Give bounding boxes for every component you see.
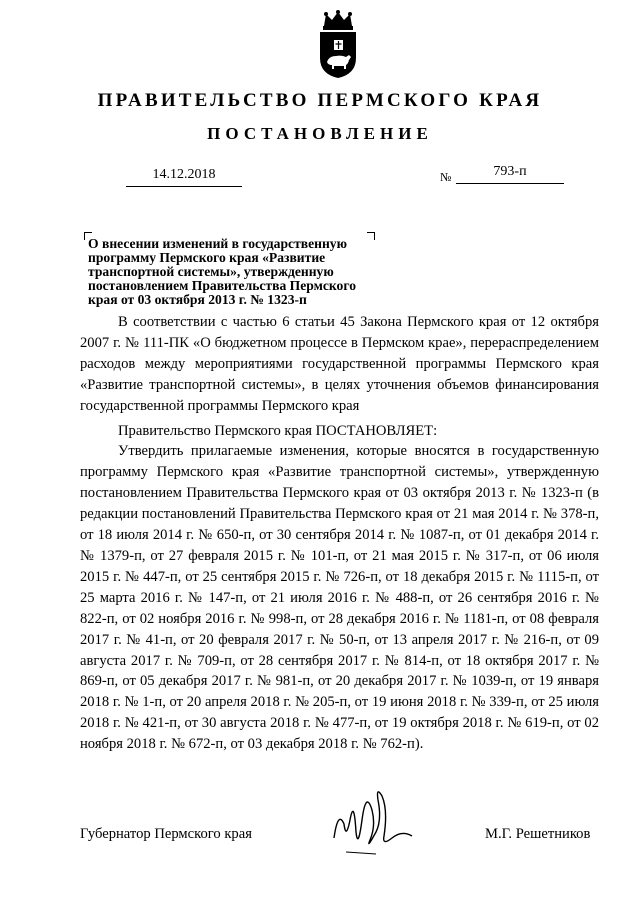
resolves-paragraph: Правительство Пермского края ПОСТАНОВЛЯЕТ: [118, 422, 438, 439]
signatory-name: М.Г. Решетников [485, 826, 591, 842]
document-subject: О внесении изменений в государственную программу Пермского края «Развитие транспортной системы», утвержденную постановлением Правительства Пермского края от 03 октября 2013 г. № 1323-п [88, 236, 356, 307]
number-sign: № [440, 170, 452, 184]
document-type: ПОСТАНОВЛЕНИЕ [207, 124, 433, 143]
document-number: 793-п [456, 163, 564, 184]
government-title: ПРАВИТЕЛЬСТВО ПЕРМСКОГО КРАЯ [97, 90, 543, 111]
document-date: 14.12.2018 [126, 166, 242, 187]
signatory-position: Губернатор Пермского края [80, 826, 252, 842]
handwritten-signature [316, 780, 426, 860]
preamble-paragraph: В соответствии с частью 6 статьи 45 Закона Пермского края от 12 октября 2007 г. № 111-ПК «О бюджетном процессе в Пермском крае», перераспределением расходов между мероприятиями государственной программы Пермского края «Развитие транспортной системы», в целях уточнения объемов финансирования государственной программы Пермского края [80, 314, 599, 414]
decree-paragraph: Утвердить прилагаемые изменения, которые вносятся в государственную программу Пермского края «Развитие транспортной системы», утвержденную постановлением Правительства Пермского края от 03 октября 2013 г. № 1323-п (в редакции постановлений Правительства Пермского края от 21 мая 2014 г. № 378-п, от 18 июля 2014 г. № 650-п, от 30 сентября 2014 г. № 1087-п, от 01 декабря 2014 г. № 1379-п, от 27 февраля 2015 г. № 101-п, от 21 мая 2015 г. № 317-п, от 06 июля 2015 г. № 447-п, от 25 сентября 2015 г. № 726-п, от 18 декабря 2015 г. № 1115-п, от 25 марта 2016 г. № 147-п, от 21 июля 2016 г. № 488-п, от 26 сентября 2016 г. № 822-п, от 02 ноября 2016 г. № 998-п, от 28 декабря 2016 г. № 1181-п, от 08 февраля 2017 г. № 41-п, от 20 февраля 2017 г. № 50-п, от 13 апреля 2017 г. № 216-п, от 09 августа 2017 г. № 709-п, от 28 сентября 2017 г. № 814-п, от 18 октября 2017 г. № 869-п, от 05 декабря 2017 г. № 981-п, от 20 декабря 2017 г. № 1039-п, от 19 января 2018 г. № 1-п, от 20 апреля 2018 г. № 205-п, от 19 июня 2018 г. № 339-п, от 25 июля 2018 г. № 421-п, от 30 августа 2018 г. № 477-п, от 19 октября 2018 г. № 619-п, от 02 ноября 2018 г. № 672-п, от 03 декабря 2018 г. № 762-п). [80, 443, 599, 753]
document-body [80, 312, 599, 755]
perm-krai-coat-of-arms-icon [314, 10, 362, 80]
